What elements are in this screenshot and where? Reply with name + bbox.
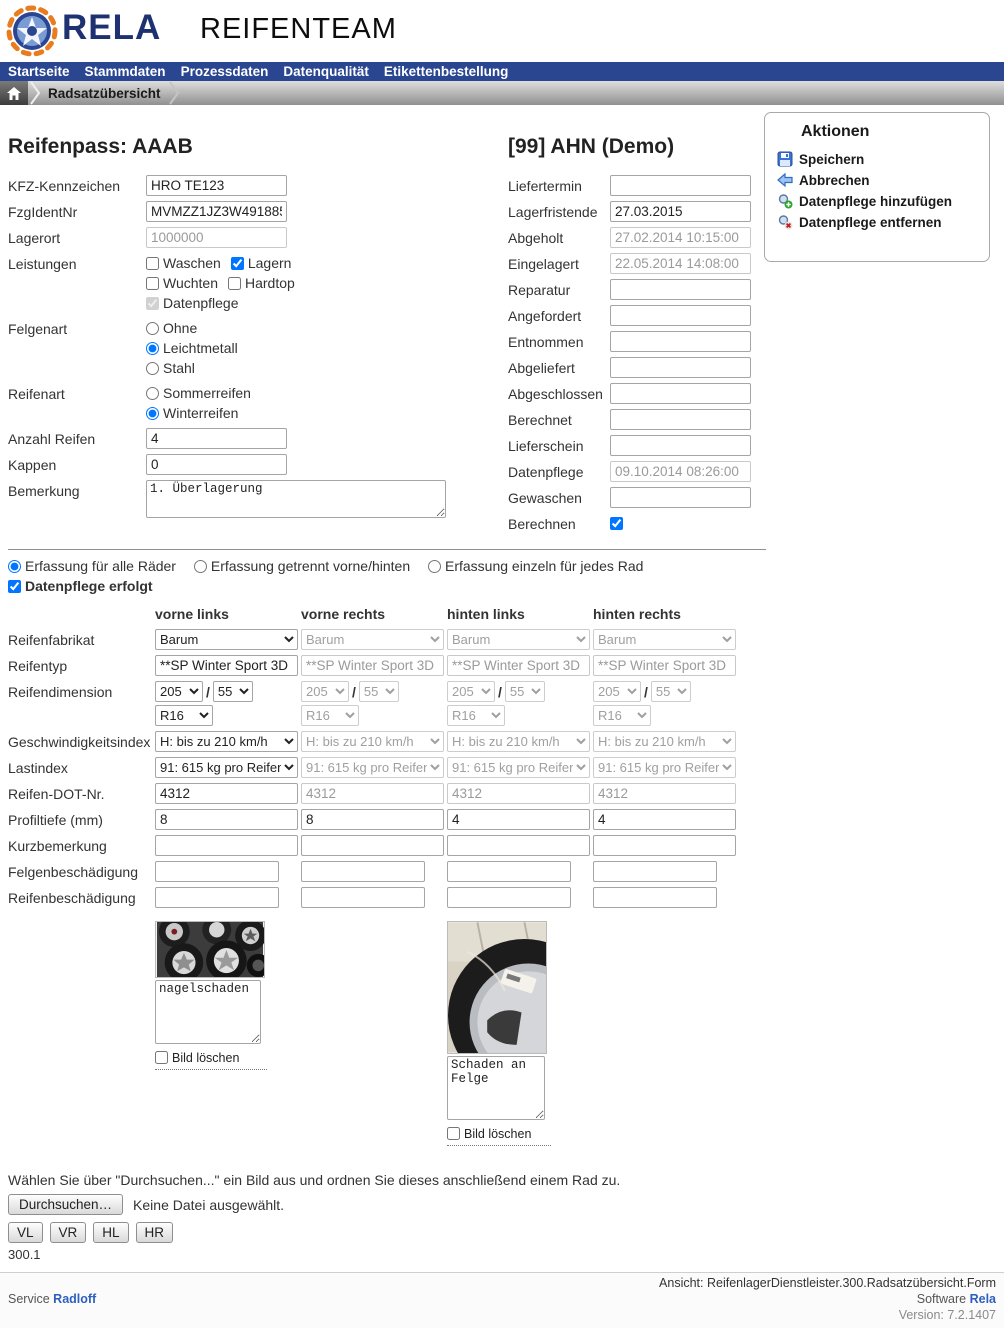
photo-caption-rear-left[interactable]	[447, 1056, 545, 1120]
dim-ratio-select-hl	[505, 681, 545, 702]
checkbox-hardtop[interactable]: Hardtop	[228, 273, 295, 293]
speed-select-vl[interactable]	[155, 731, 298, 752]
lagerort-label: Lagerort	[8, 230, 61, 246]
save-button[interactable]: Speichern	[777, 151, 977, 167]
entnommen-input[interactable]	[610, 331, 751, 352]
lagerfristende-label: Lagerfristende	[508, 204, 598, 220]
typ-label: Reifentyp	[8, 658, 68, 674]
lagerfristende-input[interactable]	[610, 201, 751, 222]
software-link[interactable]: Rela	[969, 1292, 996, 1306]
reifenart-group	[146, 383, 251, 423]
load-select-vr	[301, 757, 444, 778]
typ-input-vl[interactable]	[155, 655, 298, 676]
photo-block-front-left	[155, 921, 267, 1070]
service-credit: Service Radloff	[8, 1292, 97, 1306]
page-footer	[0, 1272, 1004, 1328]
menu-item-datenqualitaet[interactable]: Datenqualität	[283, 64, 369, 79]
version-text: Version: 7.2.1407	[898, 1308, 996, 1322]
berechnet-label: Berechnet	[508, 412, 572, 428]
note-label: Kurzbemerkung	[8, 838, 107, 854]
photo-block-rear-left	[447, 921, 551, 1146]
dim-rim-select-hl	[447, 705, 505, 726]
remove-datenpflege-button[interactable]: Datenpflege entfernen	[777, 214, 977, 230]
dim-ratio-select-hr	[651, 681, 691, 702]
load-label: Lastindex	[8, 760, 68, 776]
typ-input-hr	[593, 655, 736, 676]
anzahl-input[interactable]	[146, 428, 287, 449]
delete-image-checkbox-rear-left[interactable]: Bild löschen	[447, 1127, 531, 1141]
eingelagert-input	[610, 253, 751, 274]
column-header-vr: vorne rechts	[301, 606, 386, 622]
arrow-left-icon	[777, 172, 793, 188]
dates-form	[508, 175, 766, 539]
rela-logo-icon	[5, 4, 59, 58]
dim-width-select-hr	[593, 681, 641, 702]
menu-item-startseite[interactable]: Startseite	[8, 64, 70, 79]
depth-input-vr[interactable]	[301, 809, 444, 830]
breadcrumb-current[interactable]: Radsatzübersicht	[48, 85, 161, 101]
reparatur-input[interactable]	[610, 279, 751, 300]
chevron-right-icon	[169, 81, 179, 105]
column-header-vl: vorne links	[155, 606, 229, 622]
speed-select-hl	[447, 731, 590, 752]
dim-ratio-select-vr	[359, 681, 399, 702]
kfz-input[interactable]	[146, 175, 287, 196]
kappen-label: Kappen	[8, 457, 57, 473]
note-input-vr[interactable]	[301, 835, 444, 856]
cancel-button[interactable]: Abbrechen	[777, 172, 977, 188]
bemerkung-label: Bemerkung	[8, 483, 80, 499]
checkbox-waschen[interactable]: Waschen	[146, 253, 221, 273]
capture-mode-group	[8, 558, 996, 574]
depth-input-hr[interactable]	[593, 809, 736, 830]
note-input-vl[interactable]	[155, 835, 298, 856]
radio-winterreifen[interactable]: Winterreifen	[146, 403, 251, 423]
tire-stack-photo[interactable]	[155, 921, 265, 978]
typ-input-hl	[447, 655, 590, 676]
assign-vr-button[interactable]: VR	[50, 1222, 87, 1243]
breadcrumb	[0, 81, 1004, 105]
dot-input-hr	[593, 783, 736, 804]
fabrikat-label: Reifenfabrikat	[8, 632, 95, 648]
upload-hint: Wählen Sie über "Durchsuchen..." ein Bild aus und ordnen Sie dieses anschließend einem Rad zu.	[8, 1172, 621, 1188]
dimension-label: Reifendimension	[8, 684, 113, 700]
tire-damage-input-vl[interactable]	[155, 887, 279, 908]
rim-damage-photo[interactable]	[447, 921, 547, 1054]
dim-separator: /	[206, 683, 210, 700]
main-menu	[0, 62, 1004, 81]
liefertermin-input[interactable]	[610, 175, 751, 196]
rim-damage-input-vl[interactable]	[155, 861, 279, 882]
kappen-input[interactable]	[146, 454, 287, 475]
typ-input-vr	[301, 655, 444, 676]
dim-width-select-vl[interactable]	[155, 681, 203, 702]
angefordert-input[interactable]	[610, 305, 751, 326]
actions-title: Aktionen	[801, 123, 870, 140]
eingelagert-label: Eingelagert	[508, 256, 579, 272]
fabrikat-select-vl[interactable]	[155, 629, 298, 650]
felgenart-label: Felgenart	[8, 321, 68, 337]
rim-damage-input-vr[interactable]	[301, 861, 425, 882]
checkbox-wuchten[interactable]: Wuchten	[146, 273, 218, 293]
menu-item-etikettenbestellung[interactable]: Etikettenbestellung	[383, 64, 509, 79]
kfz-label: KFZ-Kennzeichen	[8, 178, 121, 194]
speed-label: Geschwindigkeitsindex	[8, 734, 151, 750]
leistungen-label: Leistungen	[8, 256, 77, 272]
note-input-hr[interactable]	[593, 835, 736, 856]
dot-input-vl[interactable]	[155, 783, 298, 804]
angefordert-label: Angefordert	[508, 308, 582, 324]
radio-erfassung-alle[interactable]: Erfassung für alle Räder	[8, 558, 176, 574]
dim-separator: /	[352, 683, 356, 700]
menu-item-stammdaten[interactable]: Stammdaten	[84, 64, 166, 79]
radio-stahl[interactable]: Stahl	[146, 358, 238, 378]
form-code: 300.1	[8, 1247, 41, 1262]
brand-text: RELA	[62, 8, 162, 47]
gewaschen-input[interactable]	[610, 487, 751, 508]
load-select-hr	[593, 757, 736, 778]
abgeholt-input	[610, 227, 751, 248]
fzgident-label: FzgIdentNr	[8, 204, 78, 220]
app-header	[0, 0, 1004, 62]
lagerort-input	[146, 227, 287, 248]
tire-damage-input-hl[interactable]	[447, 887, 571, 908]
checkbox-datenpflege: Datenpflege	[146, 293, 239, 313]
view-path: Ansicht: ReifenlagerDienstleister.300.Radsatzübersicht.Form	[659, 1276, 996, 1290]
home-icon[interactable]	[0, 81, 28, 105]
entnommen-label: Entnommen	[508, 334, 584, 350]
berechnen-label: Berechnen	[508, 516, 576, 532]
menu-item-prozessdaten[interactable]: Prozessdaten	[180, 64, 269, 79]
column-header-hr: hinten rechts	[593, 606, 681, 622]
berechnet-input[interactable]	[610, 409, 751, 430]
fabrikat-select-hr	[593, 629, 736, 650]
abgeholt-label: Abgeholt	[508, 230, 564, 246]
radio-ohne[interactable]: Ohne	[146, 318, 238, 338]
radio-sommerreifen[interactable]: Sommerreifen	[146, 383, 251, 403]
checkbox-datenpflege-erfolgt[interactable]: Datenpflege erfolgt	[8, 578, 153, 594]
assign-hl-button[interactable]: HL	[93, 1222, 128, 1243]
abgeliefert-label: Abgeliefert	[508, 360, 575, 376]
dot-input-vr	[301, 783, 444, 804]
lieferschein-input[interactable]	[610, 435, 751, 456]
assign-hr-button[interactable]: HR	[136, 1222, 174, 1243]
rim-damage-label: Felgenbeschädigung	[8, 864, 138, 880]
dim-rim-select-vr	[301, 705, 359, 726]
depth-input-vl[interactable]	[155, 809, 298, 830]
leistungen-group	[146, 253, 336, 313]
tire-damage-input-hr[interactable]	[593, 887, 717, 908]
felgenart-group	[146, 318, 238, 378]
client-title: [99] AHN (Demo)	[508, 135, 675, 158]
note-input-hl[interactable]	[447, 835, 590, 856]
liefertermin-label: Liefertermin	[508, 178, 582, 194]
magnifier-plus-icon	[777, 193, 793, 209]
dim-ratio-select-vl[interactable]	[213, 681, 253, 702]
depth-input-hl[interactable]	[447, 809, 590, 830]
radio-erfassung-vorne-hinten[interactable]: Erfassung getrennt vorne/hinten	[194, 558, 410, 574]
datenpflege-datum-label: Datenpflege	[508, 464, 584, 480]
fabrikat-select-vr	[301, 629, 444, 650]
depth-label: Profiltiefe (mm)	[8, 812, 103, 828]
assign-vl-button[interactable]: VL	[8, 1222, 43, 1243]
photo-caption-front-left[interactable]	[155, 980, 261, 1044]
abgeliefert-input[interactable]	[610, 357, 751, 378]
bemerkung-textarea[interactable]	[146, 480, 446, 518]
column-header-hl: hinten links	[447, 606, 525, 622]
abgeschlossen-label: Abgeschlossen	[508, 386, 603, 402]
delete-image-checkbox-front-left[interactable]: Bild löschen	[155, 1051, 239, 1065]
software-credit: Software Rela	[916, 1292, 996, 1306]
reparatur-label: Reparatur	[508, 282, 571, 298]
dim-rim-select-vl[interactable]	[155, 705, 213, 726]
speed-select-vr	[301, 731, 444, 752]
load-select-hl	[447, 757, 590, 778]
lieferschein-label: Lieferschein	[508, 438, 584, 454]
service-link[interactable]: Radloff	[53, 1292, 97, 1306]
dot-input-hl	[447, 783, 590, 804]
tire-damage-input-vr[interactable]	[301, 887, 425, 908]
rim-damage-input-hl[interactable]	[447, 861, 571, 882]
section-divider	[8, 549, 766, 550]
dim-separator: /	[644, 683, 648, 700]
load-select-vl[interactable]	[155, 757, 298, 778]
tire-damage-label: Reifenbeschädigung	[8, 890, 136, 906]
fzgident-input[interactable]	[146, 201, 287, 222]
reifenart-label: Reifenart	[8, 386, 65, 402]
page-title: Reifenpass: AAAB	[8, 135, 193, 158]
app-title: REIFENTEAM	[200, 13, 397, 45]
wheel-data-grid	[8, 606, 996, 1146]
magnifier-remove-icon	[777, 214, 793, 230]
berechnen-checkbox[interactable]	[610, 514, 623, 533]
gewaschen-label: Gewaschen	[508, 490, 582, 506]
radio-erfassung-einzeln[interactable]: Erfassung einzeln für jedes Rad	[428, 558, 643, 574]
rim-damage-input-hr[interactable]	[593, 861, 717, 882]
tire-pass-form	[8, 175, 508, 539]
anzahl-label: Anzahl Reifen	[8, 431, 96, 447]
no-file-text: Keine Datei ausgewählt.	[133, 1196, 285, 1213]
radio-leichtmetall[interactable]: Leichtmetall	[146, 338, 238, 358]
dim-rim-select-hr	[593, 705, 651, 726]
browse-button[interactable]: Durchsuchen…	[8, 1194, 123, 1215]
chevron-right-icon	[30, 81, 40, 105]
checkbox-lagern[interactable]: Lagern	[231, 253, 292, 273]
dim-separator: /	[498, 683, 502, 700]
floppy-disk-icon	[777, 151, 793, 167]
actions-panel	[764, 112, 990, 262]
fabrikat-select-hl	[447, 629, 590, 650]
abgeschlossen-input[interactable]	[610, 383, 751, 404]
main-content	[0, 105, 1004, 1262]
dim-width-select-vr	[301, 681, 349, 702]
datenpflege-datum-input	[610, 461, 751, 482]
dot-label: Reifen-DOT-Nr.	[8, 786, 105, 802]
speed-select-hr	[593, 731, 736, 752]
dim-width-select-hl	[447, 681, 495, 702]
add-datenpflege-button[interactable]: Datenpflege hinzufügen	[777, 193, 977, 209]
